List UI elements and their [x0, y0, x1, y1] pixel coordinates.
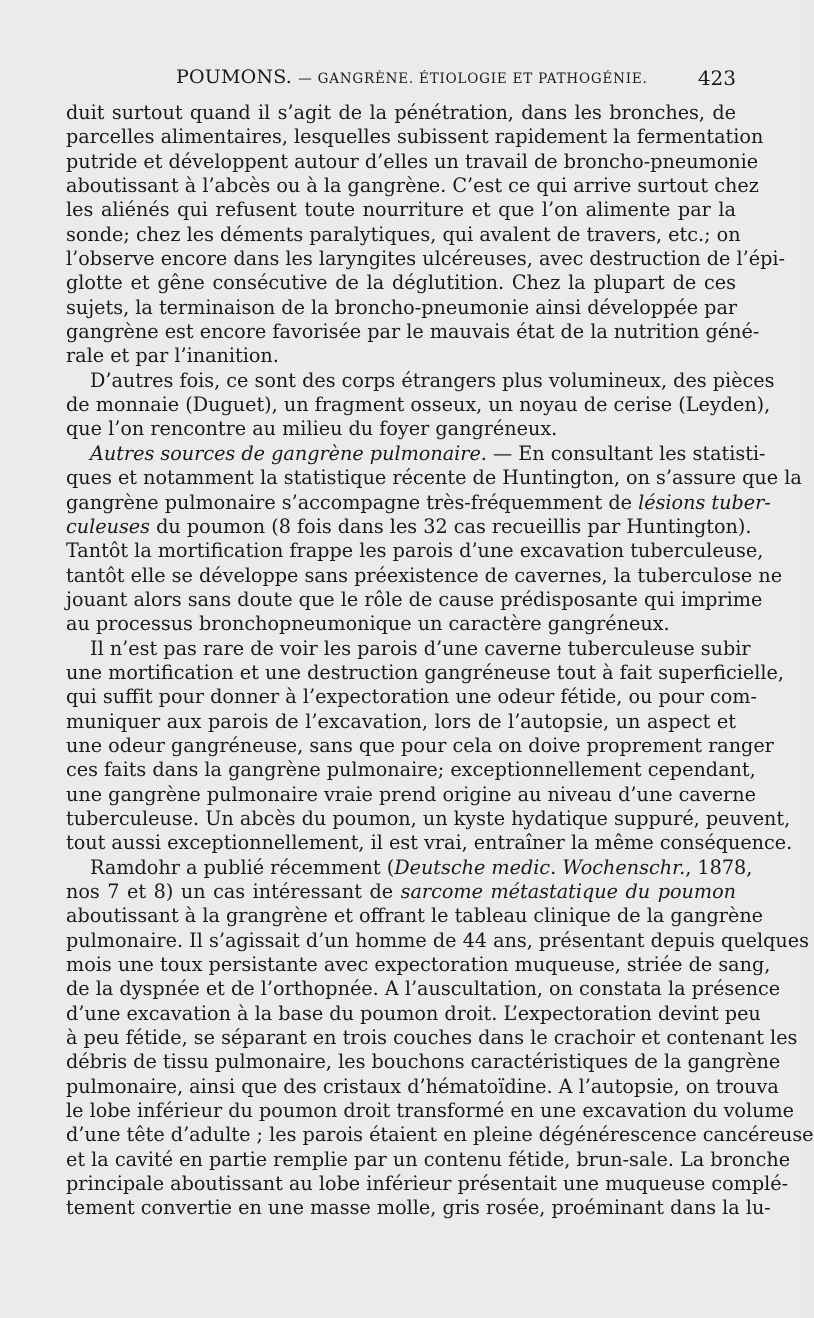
running-title [176, 66, 648, 88]
running-title-main: POUMONS. [176, 66, 293, 88]
italic-term: sarcome métastatique du poumon [400, 880, 736, 903]
text-line: de la dyspnée et de l’orthopnée. A l’auscultation, on constata la présence [66, 977, 781, 1001]
text-line: au processus bronchopneumonique un caractère gangréneux. [66, 612, 670, 636]
text-line: aboutissant à la grangrène et offrant le tableau clinique de la gangrène [66, 904, 764, 928]
text-line: muniquer aux parois de l’excavation, lors de l’autopsie, un aspect et [66, 709, 736, 733]
text-line [66, 855, 753, 880]
body-text [66, 101, 814, 1221]
text-line: jouant alors sans doute que le rôle de cause prédisposante qui imprime [66, 587, 763, 611]
text-line: et la cavité en partie remplie par un contenu fétide, brun-sale. La bronche [66, 1147, 791, 1171]
text-line: sujets, la terminaison de la broncho-pneumonie ainsi développée par [66, 295, 738, 319]
text-line: une mortification et une destruction gangréneuse tout à fait superficielle, [66, 660, 784, 684]
text-fragment: — En consultant les statisti- [486, 441, 766, 465]
text-line: tantôt elle se développe sans préexistence de cavernes, la tuberculose ne [66, 563, 783, 587]
text-line: rale et par l’inanition. [66, 344, 279, 368]
text-line: putride et développent autour d’elles un travail de broncho-pneumonie [66, 149, 759, 173]
text-line [66, 880, 736, 904]
text-line: une odeur gangréneuse, sans que pour cela on doive proprement ranger [66, 733, 774, 757]
text-line: de monnaie (Duguet), un fragment osseux, un noyau de cerise (Leyden), [66, 393, 771, 417]
text-line: glotte et gêne consécutive de la déglutition. Chez la plupart de ces [66, 271, 736, 295]
text-line: tuberculeuse. Un abcès du poumon, un kyste hydatique suppuré, peuvent, [66, 806, 791, 830]
italic-term: lésions tuber- [638, 490, 771, 514]
italic-term: culeuses [66, 514, 151, 538]
text-line: D’autres fois, ce sont des corps étrangers plus volumineux, des pièces [90, 368, 775, 392]
text-line: débris de tissu pulmonaire, les bouchons caractéristiques de la gangrène [66, 1050, 781, 1074]
text-line: tement convertie en une masse molle, gris rosée, proéminant dans la lu- [66, 1196, 771, 1220]
text-line [66, 441, 766, 466]
text-fragment: gangrène pulmonaire s’accompagne très-fréquemment de [66, 490, 639, 514]
text-line: le lobe inférieur du poumon droit transformé en une excavation du volume [66, 1099, 795, 1123]
text-line: aboutissant à l’abcès ou à la gangrène. C’est ce qui arrive surtout chez [66, 174, 759, 198]
text-line: qui suffit pour donner à l’expectoration une odeur fétide, ou pour com- [66, 685, 757, 709]
text-fragment: , 1878, [685, 855, 753, 879]
italic-citation: Deutsche medic. Wochenschr. [394, 855, 686, 879]
text-line: l’observe encore dans les laryngites ulcéreuses, avec destruction de l’épi- [66, 247, 785, 271]
text-line: pulmonaire. Il s’agissait d’un homme de 44 ans, présentant depuis quelques [66, 928, 809, 952]
text-line: parcelles alimentaires, lesquelles subissent rapidement la fermentation [66, 125, 764, 149]
text-fragment: Ramdohr a publié récemment ( [90, 855, 395, 879]
text-line: d’une tête d’adulte ; les parois étaient en pleine dégénérescence cancéreuse [66, 1123, 814, 1147]
running-header [66, 66, 736, 90]
text-line: ques et notamment la statistique récente de Huntington, on s’assure que la [66, 466, 802, 490]
text-line: mois une toux persistante avec expectoration muqueuse, striée de sang, [66, 953, 771, 977]
text-fragment: du poumon (8 fois dans les 32 cas recueillis par Huntington). [150, 514, 752, 538]
text-fragment: nos 7 et 8) un cas intéressant de [66, 880, 401, 903]
text-line [66, 514, 752, 539]
text-line: Tantôt la mortification frappe les parois d’une excavation tuberculeuse, [66, 539, 764, 563]
text-line: ces faits dans la gangrène pulmonaire; exceptionnellement cependant, [66, 758, 756, 782]
text-line: une gangrène pulmonaire vraie prend origine au niveau d’une caverne [66, 782, 756, 806]
text-line: sonde; chez les déments paralytiques, qui avalent de travers, etc.; on [66, 222, 741, 246]
text-line: Il n’est pas rare de voir les parois d’une caverne tuberculeuse subir [90, 636, 751, 660]
text-line: les aliénés qui refusent toute nourriture et que l’on alimente par la [66, 198, 736, 222]
text-line: duit surtout quand il s’agit de la pénétration, dans les bronches, de [66, 101, 736, 124]
text-line: à peu fétide, se séparant en trois couches dans le crachoir et contenant les [66, 1026, 798, 1050]
text-line: tout aussi exceptionnellement, il est vrai, entraîner la même conséquence. [66, 831, 793, 855]
running-title-subtitle: — GANGRÈNE. ÉTIOLOGIE ET PATHOGÉNIE. [298, 71, 648, 87]
text-line: principale aboutissant au lobe inférieur présentait une muqueuse complé- [66, 1172, 789, 1196]
text-line: gangrène est encore favorisée par le mauvais état de la nutrition géné- [66, 320, 760, 344]
text-line: que l’on rencontre au milieu du foyer gangréneux. [66, 417, 558, 441]
text-line: d’une excavation à la base du poumon droit. L’expectoration devint peu [66, 1001, 761, 1025]
page-number: 423 [697, 66, 736, 90]
section-heading: Autres sources de gangrène pulmonaire. [90, 441, 487, 465]
text-line [66, 490, 771, 515]
text-line: pulmonaire, ainsi que des cristaux d’hématoïdine. A l’autopsie, on trouva [66, 1074, 779, 1098]
